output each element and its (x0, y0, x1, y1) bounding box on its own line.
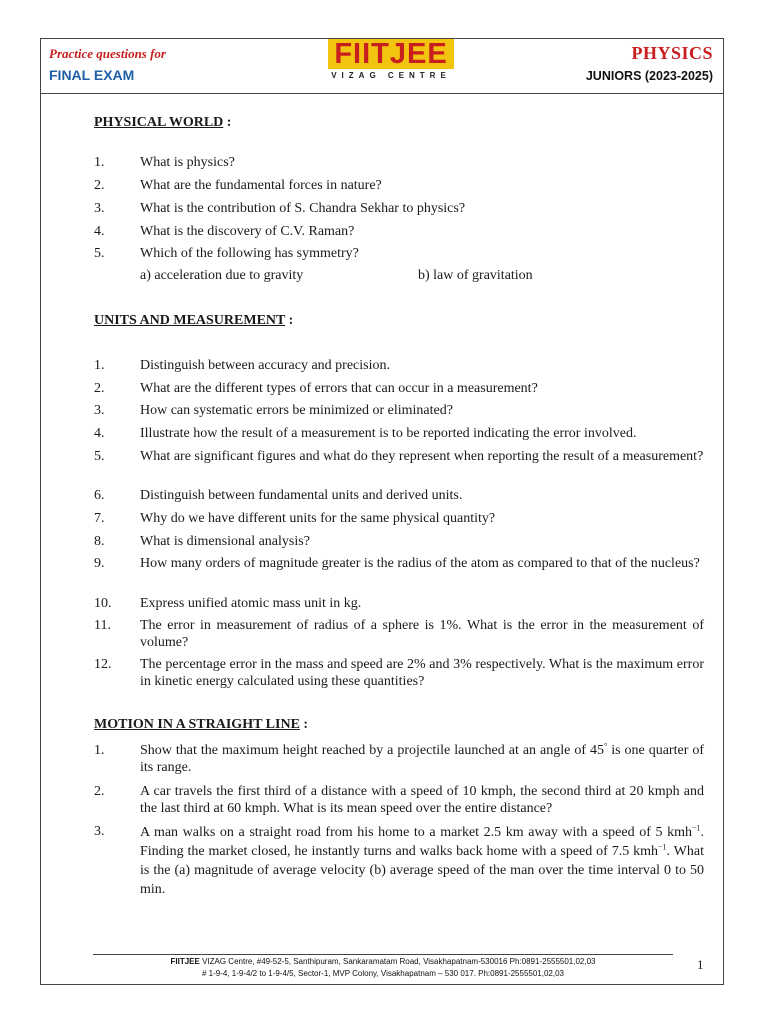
page-number: 1 (697, 957, 704, 972)
subject-label: PHYSICS (631, 43, 713, 63)
logo-subtitle: VIZAG CENTRE (331, 71, 451, 80)
page-header (41, 39, 723, 93)
header-divider (41, 93, 723, 94)
batch-label: JUNIORS (2023-2025) (585, 69, 713, 83)
option-a: a) acceleration due to gravity (140, 268, 304, 283)
section-physical-world-title: PHYSICAL WORLD : (94, 115, 232, 130)
fiitjee-logo (326, 39, 456, 85)
footer-line-1: FIITJEE VIZAG Centre, #49-52-5, Santhipuram, Sankaramatam Road, Visakhapatnam-530016 Ph:0891-2555501,02,03 (170, 957, 596, 966)
footer-divider (93, 954, 673, 955)
page-footer (93, 956, 673, 980)
logo-text: FIITJEE (328, 39, 453, 69)
page-frame: Practice questions for FINAL EXAM FIITJEE VIZAG CENTRE PHYSICS JUNIORS (2023-2025) PHYSICAL WORLD : 1. What is physics? 2. What are the fundamental forces in nature? 3. What is the contribution of S. Chandra Sekhar to physics? 4. What is the discovery of C.V. Raman? 5. Which of the following has symmetry? a) acceleration due to gravity b) law of gravitation UNITS AND MEASUREMENT : 1. Distinguish between accuracy and precision. 2. What are the different types of errors that can occur in a measurement? 3. How can systematic errors be minimized or eliminated? 4. Illustrate how the result of a measurement is to be reported indicating the error involved. 5. What are significant figures and what do they represent when reporting the result of a measurement? 6. Distinguish between fundamental units and derived units. 7. Why do we have different units for the same physical quantity? 8. What is dimensional analysis? 9. How many orders of magnitude greater is the radius of the atom as compared to that of the nucleus? 10. Express unified atomic mass unit in kg. 11. The error in measurement of radius of a sphere is 1%. What is the error in the measurement of volume? 12. The percentage error in the mass and speed are 2% and 3% respectively. What is the maximum error in kinetic energy calculated using these quantities? MOTION IN A STRAIGHT LINE : 1. Show that the maximum height reached by a projectile launched at an angle of 45° is one quarter of its range. 2. A car travels the first third of a distance with a speed of 10 kmph, the second third at 20 kmph and the last third at 60 kmph. What is its mean speed over the entire distance? 3. A man walks on a straight road from his home to a market 2.5 km away with a speed of 5 kmh$^{-1}$. Finding the market closed, he instantly turns and walks back home with a speed of 7.5 kmh$^{-1}$. What is the (a) magnitude of average velocity (b) average speed of the man over the time interval 0 to 50 min. FIITJEE VIZAG Centre, #49-52-5, Santhipuram, Sankaramatam Road, Visakhapatnam-530016 Ph:0891-2555501,02,03 # 1-9-4, 1-9-4/2 to 1-9-4/5, Sector-1, MVP Colony, Visakhapatnam – 530 017. Ph:0891-2555501,02,03 1 (40, 38, 724, 985)
footer-line-2: # 1-9-4, 1-9-4/2 to 1-9-4/5, Sector-1, MVP Colony, Visakhapatnam – 530 017. Ph:0891-2555501,02,03 (201, 969, 564, 978)
exam-label: FINAL EXAM (49, 67, 135, 83)
practice-label: Practice questions for (49, 46, 166, 61)
option-b: b) law of gravitation (418, 268, 533, 283)
section-units-title: UNITS AND MEASUREMENT : (94, 313, 294, 328)
section-motion-title: MOTION IN A STRAIGHT LINE : (94, 717, 309, 732)
